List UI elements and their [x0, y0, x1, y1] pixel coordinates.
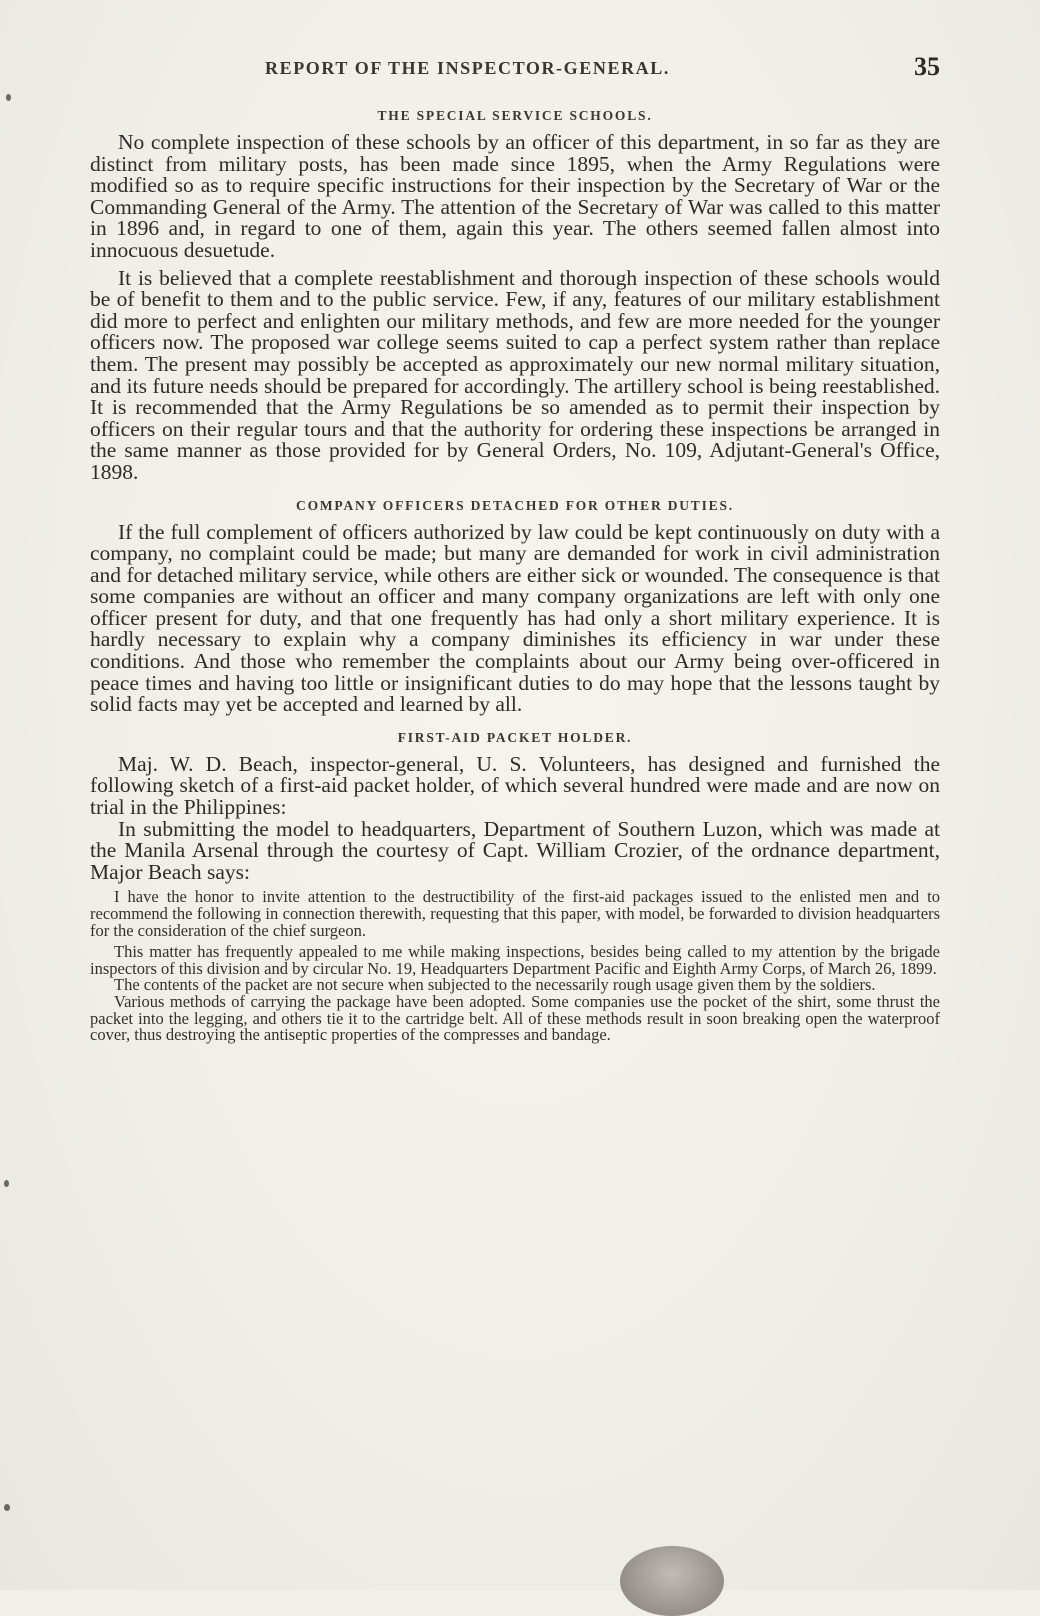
body-paragraph: In submitting the model to headquarters, Department of Southern Luzon, which was made at the Manila Arsenal through the courtesy of Capt. William Crozier, of the ordnance department, Major Beach says:	[90, 816, 940, 884]
quoted-paragraph: I have the honor to invite attention to the destructibility of the first-aid packages issued to the enlisted men and to recommend the following in connection therewith, requesting that this paper, with model, be forwarded to division headquarters for the consideration of the chief surgeon.	[90, 887, 940, 940]
running-head: REPORT OF THE INSPECTOR-GENERAL.	[265, 58, 670, 78]
quoted-paragraph: Various methods of carrying the package have been adopted. Some companies use the pocket of the shirt, some thrust the packet into the legging, and others tie it to the cartridge belt. All of these methods result in soon breaking open the waterproof cover, thus destroying the antiseptic properties of the compresses and bandage.	[90, 991, 940, 1045]
quoted-paragraph: The contents of the packet are not secure when subjected to the necessarily rough usage given them by the soldiers.	[114, 975, 876, 995]
body-paragraph: It is believed that a complete reestablishment and thorough inspection of these schools would be of benefit to them and to the public service. Few, if any, features of our military establishment did more to perfect and enlighten our military methods, and few are more needed for the younger officers now. The proposed war college seems suited to cap a perfect system rather than replace them. The present may possibly be accepted as approximately our new normal military situation, and its future needs should be prepared for accordingly. The artillery school is being reestablished. It is recommended that the Army Regulations be so amended as to permit their inspection by officers on their regular tours and that the authority for ordering these inspections be arranged in the same manner as those provided for by General Orders, No. 109, Adjutant-General's Office, 1898.	[90, 265, 940, 484]
section-title: THE SPECIAL SERVICE SCHOOLS.	[377, 108, 653, 123]
body-paragraph: If the full complement of officers authorized by law could be kept continuously on duty with a company, no complaint could be made; but many are demanded for work in civil administration and for detached military service, while others are either sick or wounded. The consequence is that some companies are without an officer and many company organizations are left with only one officer present for duty, and that one frequently has had only a short military experience. It is hardly necessary to explain why a company diminishes its efficiency in war under these conditions. And those who remember the complaints about our Army being over-officered in peace times and having too little or insignificant duties to do may hope that the lessons taught by solid facts may yet be accepted and learned by all.	[90, 519, 940, 717]
scan-speck	[4, 1180, 9, 1187]
body-paragraph: No complete inspection of these schools by an officer of this department, in so far as they are distinct from military posts, has been made since 1895, when the Army Regulations were modified so as to require specific instructions for their inspection by the Secretary of War or the Commanding General of the Army. The attention of the Secretary of War was called to this matter in 1896 and, in regard to one of them, again this year. The others seemed fallen almost into innocuous desuetude.	[90, 130, 940, 262]
page-body	[90, 108, 940, 1044]
quoted-paragraph: This matter has frequently appealed to me while making inspections, besides being called to my attention by the brigade inspectors of this division and by circular No. 19, Headquarters Department Pacific and Eighth Army Corps, of March 26, 1899.	[90, 942, 940, 978]
page-header	[90, 52, 940, 86]
section-title: FIRST-AID PACKET HOLDER.	[397, 729, 633, 745]
scan-speck	[4, 1504, 10, 1511]
scan-thumb-shadow	[620, 1546, 724, 1616]
section-title: COMPANY OFFICERS DETACHED FOR OTHER DUTIES.	[296, 497, 734, 513]
body-paragraph: Maj. W. D. Beach, inspector-general, U. S. Volunteers, has designed and furnished the following sketch of a first-aid packet holder, of which several hundred were made and are now on trial in the Philippines:	[90, 751, 940, 820]
page-number: 35	[914, 52, 940, 81]
scan-speck	[6, 94, 11, 101]
